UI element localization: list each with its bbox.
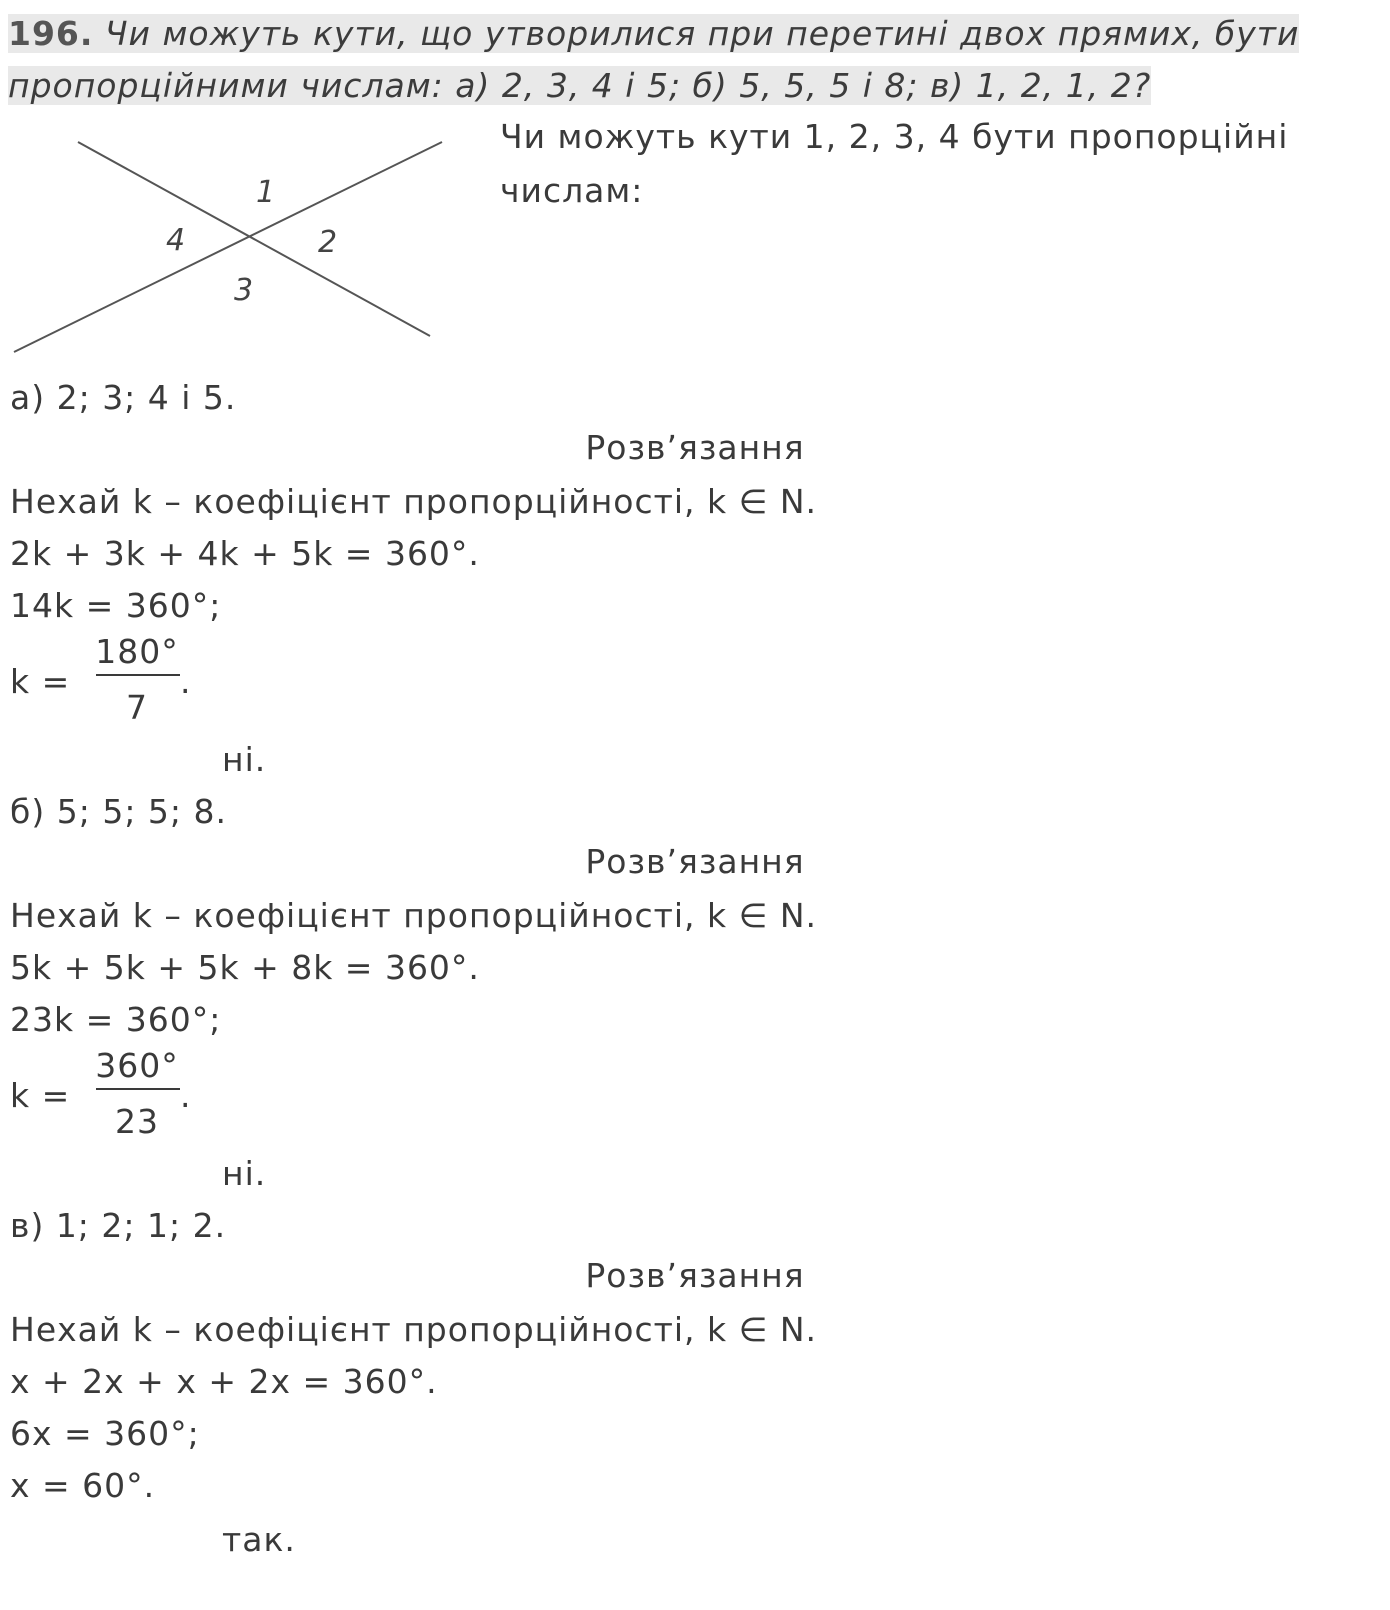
part-b-let: Нехай k – коефіцієнт пропорційності, k ∈ N. <box>10 896 818 935</box>
part-c-answer: так. <box>222 1520 296 1559</box>
intro-text <box>500 110 1288 218</box>
intro-line-2: числам: <box>500 171 644 210</box>
angle-label-4: 4 <box>166 223 186 258</box>
part-b-answer: ні. <box>222 1154 267 1193</box>
part-b-frac-den: 23 <box>115 1102 159 1141</box>
part-b-eq1: 5k + 5k + 5k + 8k = 360°. <box>10 948 480 987</box>
line-one <box>78 142 430 336</box>
part-c-eq3: x = 60°. <box>10 1466 156 1505</box>
part-b-heading: б) 5; 5; 5; 8. <box>10 792 228 831</box>
problem-line-2 <box>8 64 1151 108</box>
part-a-frac-den: 7 <box>126 688 148 727</box>
part-c-solution-title: Розв’язання <box>585 1256 805 1295</box>
part-a-eq2: 14k = 360°; <box>10 586 222 625</box>
part-b-solution-title: Розв’язання <box>585 842 805 881</box>
part-a-solution-title: Розв’язання <box>585 428 805 467</box>
part-b-eq2: 23k = 360°; <box>10 1000 222 1039</box>
angle-label-3: 3 <box>234 273 254 308</box>
part-a-frac-num: 180° <box>95 632 179 671</box>
part-b-frac-num: 360° <box>95 1046 179 1085</box>
angle-label-2: 2 <box>318 225 338 260</box>
intro-line-1: Чи можуть кути 1, 2, 3, 4 бути пропорційні <box>500 117 1289 156</box>
part-a-frac-lhs: k = <box>10 662 71 701</box>
angle-label-1: 1 <box>256 175 276 210</box>
part-a-frac-bar <box>96 674 180 676</box>
part-a-frac-end: . <box>180 662 192 701</box>
part-a-let: Нехай k – коефіцієнт пропорційності, k ∈ N. <box>10 482 818 521</box>
part-c-eq2: 6x = 360°; <box>10 1414 200 1453</box>
part-a-eq1: 2k + 3k + 4k + 5k = 360°. <box>10 534 480 573</box>
part-c-let: Нехай k – коефіцієнт пропорційності, k ∈ N. <box>10 1310 818 1349</box>
line-two <box>14 142 442 352</box>
part-c-heading: в) 1; 2; 1; 2. <box>10 1206 227 1245</box>
part-a-answer: ні. <box>222 740 267 779</box>
part-c-eq1: x + 2x + x + 2x = 360°. <box>10 1362 438 1401</box>
intersecting-lines-figure <box>0 120 460 360</box>
problem-number: 196. <box>8 14 94 53</box>
part-b-frac-lhs: k = <box>10 1076 71 1115</box>
problem-line-1 <box>8 12 1299 56</box>
problem-text-1: Чи можуть кути, що утворилися при перетині двох прямих, бути <box>104 14 1300 53</box>
part-b-frac-bar <box>96 1088 180 1090</box>
problem-text-2: пропорційними числам: а) 2, 3, 4 і 5; б) 5, 5, 5 і 8; в) 1, 2, 1, 2? <box>8 66 1152 105</box>
part-b-frac-end: . <box>180 1076 192 1115</box>
part-a-heading: а) 2; 3; 4 і 5. <box>10 378 237 417</box>
